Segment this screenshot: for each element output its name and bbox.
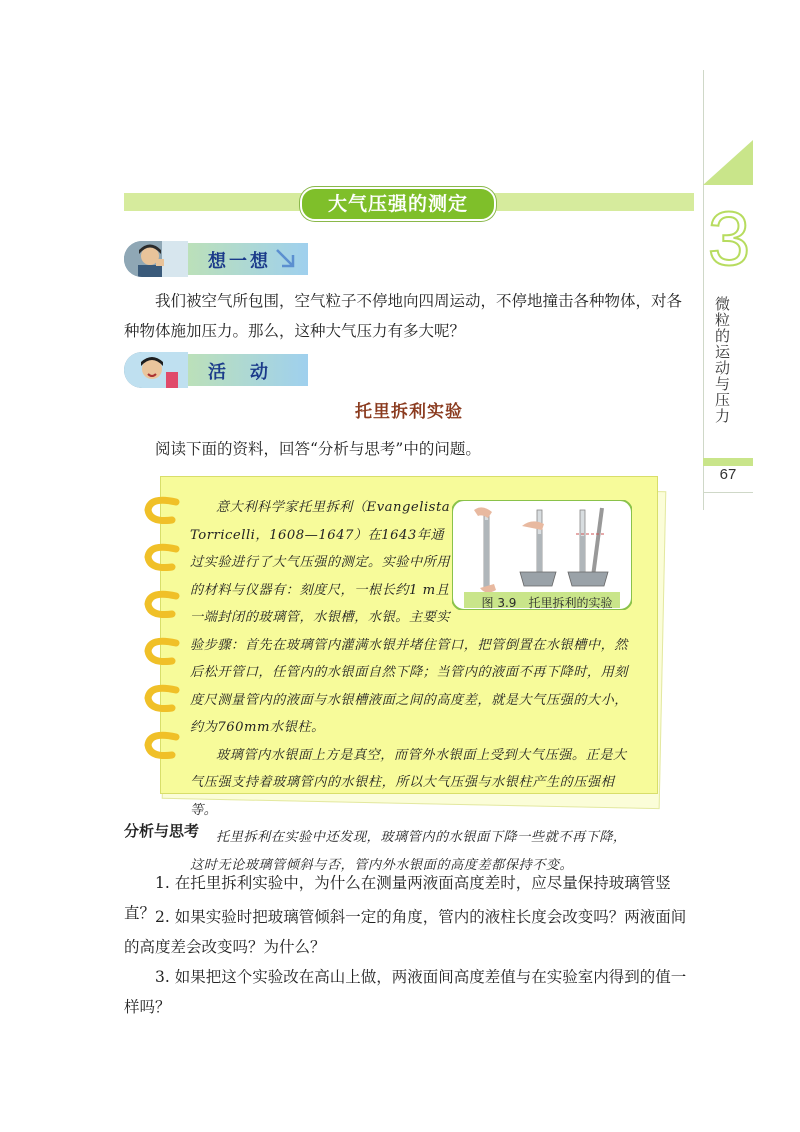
question-3: 3. 如果把这个实验改在高山上做，两液面间高度差值与在实验室内得到的值一样吗？ <box>124 968 687 1016</box>
reading-paragraph-2: 玻璃管内水银面上方是真空，而管外水银面上受到大气压强。正是大气压强支持着玻璃管内的水银柱，所以大气压强与水银柱产生的压强相等。 <box>190 747 627 818</box>
chapter-tab-corner <box>703 140 753 185</box>
binder-ring-icon <box>142 543 182 571</box>
figure-float-spacer <box>452 494 638 610</box>
question-1: 1. 在托里拆利实验中，为什么在测量两液面高度差时，应尽量保持玻璃管竖直？ <box>124 874 671 922</box>
activity-badge <box>124 352 308 388</box>
reading-paragraph-3: 托里拆利在实验中还发现，玻璃管内的水银面下降一些就不再下降，这时无论玻璃管倾斜与否，管内外水银面的高度差都保持不变。 <box>190 830 627 873</box>
question-2: 2. 如果实验时把玻璃管倾斜一定的角度，管内的液柱长度会改变吗？两液面间的高度差会改变吗？为什么？ <box>124 908 687 956</box>
reading-paragraph-1-text: 意大利科学家托里拆利（Evangelista Torricelli，1608—1647）在1643年通过实验进行了大气压强的测定。实验中所用的材料与仪器有：刻度尺，一根长约1 m且一端封闭的玻璃管，水银槽，水银。主要实验步骤：首先在玻璃管内灌满水银并堵住管口，把管倒置在水银槽中，然后松开管口，任管内的水银面自然下降；当管内的液面不再下降时，用刻度尺测量管内的液面与水银槽液面之间的高度差，就是大气压强的大小，约为760mm水银柱。 <box>190 500 628 735</box>
side-divider <box>703 70 704 510</box>
student-photo-icon <box>124 241 188 277</box>
binder-ring-icon <box>142 496 182 524</box>
binder-ring-icon <box>142 684 182 712</box>
reading-paragraph-1 <box>190 494 638 742</box>
section-title: 大气压强的测定 <box>300 187 496 221</box>
binder-ring-icon <box>142 731 182 759</box>
experiment-title: 托里拆利实验 <box>355 402 463 422</box>
think-paragraph: 我们被空气所包围，空气粒子不停地向四周运动，不停地撞击各种物体，对各种物体施加压力。那么，这种大气压力有多大呢？ <box>124 292 683 340</box>
page-number: 67 <box>719 466 737 483</box>
chapter-title: 微粒的运动与压力 <box>713 296 731 424</box>
think-badge <box>124 241 308 277</box>
binder-ring-icon <box>142 637 182 665</box>
binder-ring-icon <box>142 590 182 618</box>
arrow-down-right-icon <box>274 247 298 271</box>
chapter-number: 3 <box>707 197 751 282</box>
page-number-divider <box>703 492 753 493</box>
figure-caption: 图 3.9 托里拆利的实验 <box>481 596 613 610</box>
analysis-heading: 分析与思考 <box>124 822 200 840</box>
reading-instruction: 阅读下面的资料，回答“分析与思考”中的问题。 <box>155 440 481 458</box>
activity-badge-label: 活 动 <box>208 362 271 383</box>
student-photo-icon <box>124 352 188 388</box>
reading-text <box>190 494 638 879</box>
page-number-bar <box>703 458 753 466</box>
think-badge-label: 想一想 <box>208 251 271 272</box>
